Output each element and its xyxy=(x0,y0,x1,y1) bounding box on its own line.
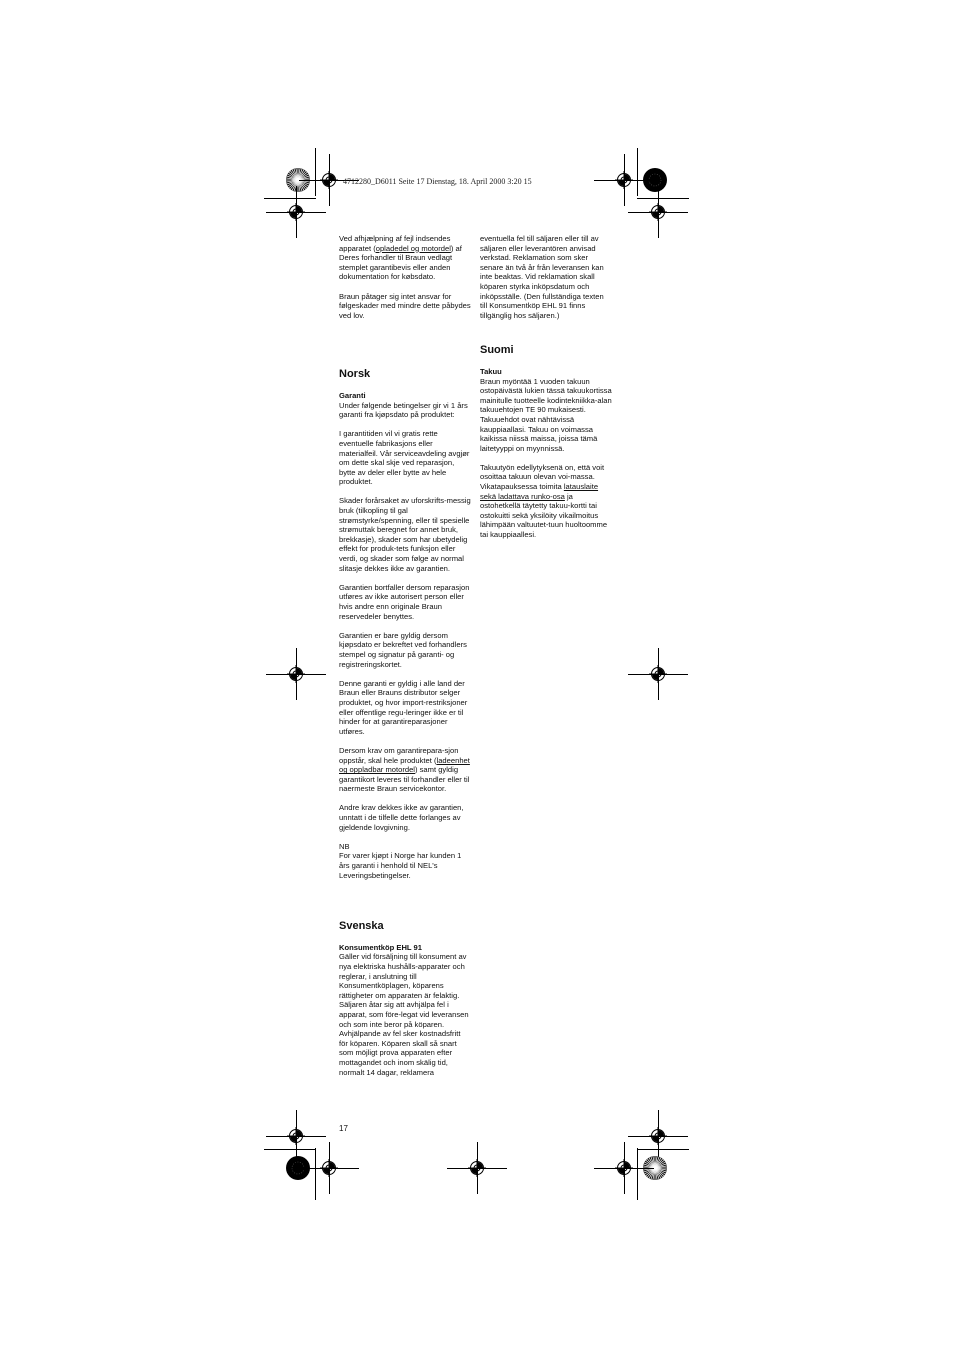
right-intro xyxy=(480,234,612,320)
underlined-text: opladedel og motordel xyxy=(375,243,451,253)
paragraph xyxy=(339,952,471,1077)
print-slug: 4712280_D6011 Seite 17 Dienstag, 18. April 2000 3:20 15 xyxy=(343,177,532,186)
paragraph-text: Garantien er bare gyldig dersom kjøpsdato er bekreftet ved forhandlers stempel og signatur på garanti- og registreringskortet. xyxy=(339,630,467,669)
paragraph-text: ) samt gyldig garantikort leveres til forhandler eller til naermeste Braun servicekontor. xyxy=(339,765,470,794)
crop-line xyxy=(624,1142,625,1194)
paragraph-text: Denne garanti er gyldig i alle land der Braun eller Brauns distributor selger produktet, og hvor import-restriksjoner eller offentlige regu-leringer ikke er til hinder for at garantireparasjoner utføres. xyxy=(339,678,468,736)
paragraph xyxy=(339,401,471,420)
crop-line xyxy=(477,1142,478,1194)
crop-line xyxy=(658,186,659,238)
paragraph-text: I garantitiden vil vi gratis rette eventuelle fabrikasjons eller materialfeil. Vår serviceavdeling avgjør om dette skal skje ved reparasjon, bytte av deler eller bytte av hele produktet. xyxy=(339,429,470,487)
paragraph xyxy=(339,583,471,621)
norsk-subheading: Garanti xyxy=(339,390,366,400)
paragraph-text: Braun myöntää 1 vuoden takuun ostopäivästä lukien tässä takuukortissa mainitulle tuotteelle kodintekniikka-alan takuuehtojen TE 90 mukaisesti. Takuuehdot ovat nähtävissä kauppiaallasi. Takuu on voimassa kaikissa niissä maissa, joissa tämä laitetyyppi on myynnissä. xyxy=(480,376,612,453)
paragraph xyxy=(339,234,471,282)
crop-line xyxy=(658,648,659,700)
paragraph-text: NB For varer kjøpt i Norge har kunden 1 års garanti i henhold til NEL's Leveringsbetingelser. xyxy=(339,841,462,880)
paragraph-text: Ved afhjælpning af fejl indsendes apparatet ( xyxy=(339,234,451,253)
page-number: 17 xyxy=(339,1124,348,1133)
left-column xyxy=(339,234,471,1087)
paragraph xyxy=(339,429,471,487)
underlined-text: ladeenhet og oppladbar motordel xyxy=(339,755,470,775)
crop-line xyxy=(329,1142,330,1194)
paragraph xyxy=(339,746,471,794)
paragraph-text: ja ostohetkellä täytetty takuu-kortti tai ostokuitti sekä yksilöity vikailmoitus lähimpään valtuutet-tuun huoltoomme tai kauppiaallesi. xyxy=(480,491,608,540)
right-column xyxy=(480,234,612,549)
left-intro xyxy=(339,234,471,320)
suomi-subheading: Takuu xyxy=(480,366,502,376)
crop-line xyxy=(637,198,689,199)
paragraph-text: Under følgende betingelser gir vi 1 års garanti fra kjøpsdato på produktet: xyxy=(339,400,468,420)
crop-line xyxy=(296,648,297,700)
suomi-heading: Suomi xyxy=(480,343,514,356)
paragraph-text: Garantien bortfaller dersom reparasjon utføres av ikke autorisert person eller hvis andre enn originale Braun reservedeler benyttes. xyxy=(339,582,470,621)
paragraph xyxy=(480,377,612,454)
svenska-heading: Svenska xyxy=(339,919,384,932)
crop-line xyxy=(264,198,316,199)
paragraph xyxy=(480,463,612,540)
paragraph-text: Dersom krav om garantirepara-sjon oppstår, skal hele produktet ( xyxy=(339,745,459,765)
crop-line xyxy=(315,148,316,196)
suomi-body xyxy=(480,377,612,540)
paragraph xyxy=(339,842,471,880)
paragraph-text: eventuella fel till säljaren eller till av säljaren eller leverantören anvisad verkstad. Reklamation som sker senare än två år från leveransen kan inte beaktas. Vid reklamation skall köparen styrka inköpsdatum och inköpsställe. (Den fullständiga texten till Konsumentköp EHL 91 finns tillgänglig hos säljaren.) xyxy=(480,234,604,320)
paragraph-text: Andre krav dekkes ikke av garantien, unntatt i de tilfelle dette forlanges av gjeldende lovgivning. xyxy=(339,803,464,832)
norsk-body xyxy=(339,401,471,881)
svenska-body xyxy=(339,952,471,1077)
crop-line xyxy=(264,1149,316,1150)
paragraph-text: Gäller vid försäljning till konsument av nya elektriska hushålls-apparater och reglerar, i anslutning till Konsumentköplagen, köparens rättigheter om apparaten är felaktig. Säljaren åtar sig att avhjälpa fel i apparat, som före-legat vid leveransen och som inte beror på köparen. Avhjälpande av fel sker kostnadsfritt för köparen. Köparen skall så snart som möjligt prova apparaten efter mottagandet och inom skälig tid, normalt 14 dagar, reklamera xyxy=(339,952,469,1077)
paragraph xyxy=(480,234,612,320)
underlined-text: latauslaite sekä ladattava runko-osa xyxy=(480,482,599,501)
crop-line xyxy=(329,154,330,206)
paragraph xyxy=(339,803,471,832)
paragraph-text: ) af Deres forhandler til Braun vedlagt stemplet garantibevis eller anden dokumentation for købsdato. xyxy=(339,243,462,282)
svenska-subheading: Konsumentköp EHL 91 xyxy=(339,942,422,952)
crop-line xyxy=(637,148,638,196)
crop-line xyxy=(296,186,297,238)
paragraph xyxy=(339,679,471,737)
norsk-heading: Norsk xyxy=(339,367,371,380)
crop-line xyxy=(637,1148,638,1200)
paragraph xyxy=(339,631,471,669)
paragraph-text: Skader forårsaket av uforskrifts-messig bruk (tilkopling til gal strømstyrke/spenning, eller til spesielle strømuttak beregnet for annet bruk, brekkasje), skader som har ubetydelig effekt for produk-tets funksjon eller verdi, og skader som følge av normal slitasje dekkes ikke av garantien. xyxy=(339,496,471,573)
paragraph-text: Takuutyön edellytyksenä on, että voit osoittaa takuun olevan voi-massa. Vikatapauksessa toimita xyxy=(480,462,605,492)
paragraph xyxy=(339,496,471,573)
paragraph-text: Braun påtager sig intet ansvar for følgeskader med mindre dette påbydes ved lov. xyxy=(339,291,471,320)
crop-line xyxy=(315,1148,316,1200)
crop-line xyxy=(624,154,625,206)
paragraph xyxy=(339,292,471,321)
crop-line xyxy=(637,1149,689,1150)
